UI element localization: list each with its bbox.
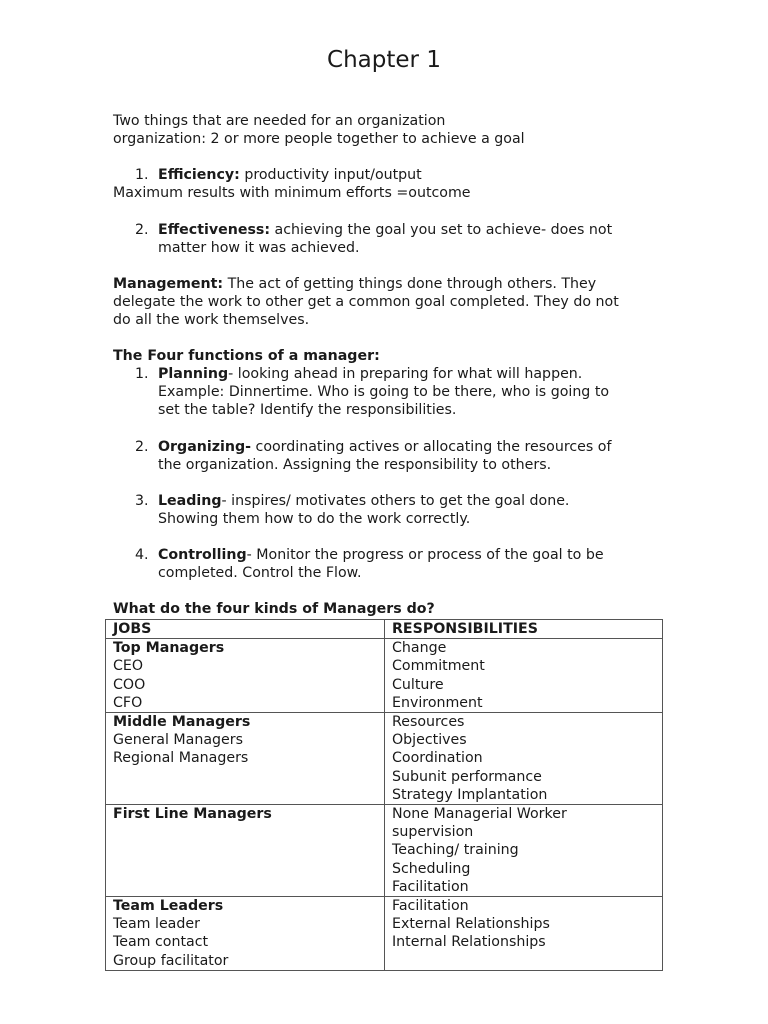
leading-line-2: Showing them how to do the work correctly.	[158, 511, 471, 527]
organizing-line-1: coordinating actives or allocating the resources of	[251, 439, 612, 455]
responsibility-line: Scheduling	[392, 860, 471, 877]
effectiveness-definition-2: matter how it was achieved.	[158, 240, 360, 256]
responsibilities-header: RESPONSIBILITIES	[385, 620, 663, 639]
table-row	[106, 639, 663, 713]
responsibility-line: Objectives	[392, 732, 467, 749]
planning-line-2: Example: Dinnertime. Who is going to be there, who is going to	[158, 384, 610, 400]
organizing-item	[158, 438, 611, 456]
leading-item	[158, 492, 569, 510]
controlling-line-1: - Monitor the progress or process of the goal to be	[246, 547, 604, 563]
efficiency-number: 1.	[135, 167, 149, 183]
organizing-line-2: the organization. Assigning the responsibility to others.	[158, 457, 552, 473]
responsibility-line: Internal Relationships	[392, 934, 546, 951]
effectiveness-term: Effectiveness:	[158, 222, 271, 238]
planning-line-3: set the table? Identify the responsibilities.	[158, 402, 457, 418]
responsibility-line: External Relationships	[392, 916, 550, 933]
leading-line-1: - inspires/ motivates others to get the goal done.	[221, 493, 570, 509]
job-line: Regional Managers	[113, 750, 249, 767]
job-title: First Line Managers	[113, 806, 272, 823]
responsibility-line: Resources	[392, 714, 465, 731]
table-row	[106, 897, 663, 971]
jobs-cell	[106, 897, 385, 971]
responsibilities-cell	[385, 639, 663, 713]
effectiveness-number: 2.	[135, 222, 149, 238]
table-row	[106, 713, 663, 805]
management-term: Management:	[113, 276, 224, 292]
jobs-cell	[106, 639, 385, 713]
management-line-1: The act of getting things done through others. They	[223, 276, 597, 292]
controlling-item	[158, 546, 604, 564]
jobs-cell	[106, 713, 385, 805]
job-title: Top Managers	[113, 640, 225, 657]
controlling-term: Controlling	[158, 547, 247, 563]
table-caption	[113, 600, 435, 618]
responsibility-line: Coordination	[392, 750, 483, 767]
job-line: General Managers	[113, 732, 244, 749]
planning-number: 1.	[135, 366, 149, 382]
responsibility-line: Subunit performance	[392, 768, 542, 785]
job-title: Middle Managers	[113, 714, 251, 731]
functions-heading-text: The Four functions of a manager:	[113, 348, 380, 364]
jobs-header: JOBS	[106, 620, 385, 639]
job-line: Group facilitator	[113, 952, 229, 969]
efficiency-item	[158, 166, 422, 184]
functions-heading	[113, 347, 380, 365]
responsibility-line: supervision	[392, 824, 474, 841]
jobs-cell	[106, 805, 385, 897]
planning-line-1: - looking ahead in preparing for what will happen.	[228, 366, 583, 382]
job-title: Team Leaders	[113, 898, 224, 915]
management-paragraph-1	[113, 275, 596, 293]
job-line: Team contact	[113, 934, 209, 951]
table-header-row	[106, 620, 663, 639]
responsibility-line: Environment	[392, 694, 483, 711]
intro-line-1: Two things that are needed for an organization	[113, 113, 446, 129]
responsibility-line: Change	[392, 640, 447, 657]
job-line: CEO	[113, 658, 144, 675]
effectiveness-item	[158, 221, 612, 239]
effectiveness-definition-1: achieving the goal you set to achieve- does not	[270, 222, 613, 238]
leading-term: Leading	[158, 493, 222, 509]
efficiency-definition: productivity input/output	[239, 167, 422, 183]
job-line: COO	[113, 676, 146, 693]
job-line: Team leader	[113, 916, 200, 933]
responsibilities-cell	[385, 805, 663, 897]
responsibilities-cell	[385, 713, 663, 805]
responsibility-line: Facilitation	[392, 878, 469, 895]
controlling-line-2: completed. Control the Flow.	[158, 565, 362, 581]
responsibilities-cell	[385, 897, 663, 971]
managers-table	[105, 619, 663, 971]
responsibility-line: None Managerial Worker	[392, 806, 567, 823]
responsibility-line: Commitment	[392, 658, 485, 675]
organizing-term: Organizing-	[158, 439, 252, 455]
responsibility-line: Teaching/ training	[392, 842, 519, 859]
planning-item	[158, 365, 582, 383]
leading-number: 3.	[135, 493, 149, 509]
planning-term: Planning	[158, 366, 229, 382]
efficiency-term: Efficiency:	[158, 167, 240, 183]
organizing-number: 2.	[135, 439, 149, 455]
table-row	[106, 805, 663, 897]
management-line-3: do all the work themselves.	[113, 312, 310, 328]
job-line: CFO	[113, 694, 143, 711]
page-title: Chapter 1	[327, 47, 441, 73]
intro-line-2: organization: 2 or more people together to achieve a goal	[113, 131, 525, 147]
management-line-2: delegate the work to other get a common goal completed. They do not	[113, 294, 619, 310]
efficiency-note: Maximum results with minimum efforts =outcome	[113, 185, 471, 201]
responsibility-line: Strategy Implantation	[392, 786, 548, 803]
controlling-number: 4.	[135, 547, 149, 563]
table-caption-text: What do the four kinds of Managers do?	[113, 601, 435, 617]
responsibility-line: Facilitation	[392, 898, 469, 915]
responsibility-line: Culture	[392, 676, 444, 693]
